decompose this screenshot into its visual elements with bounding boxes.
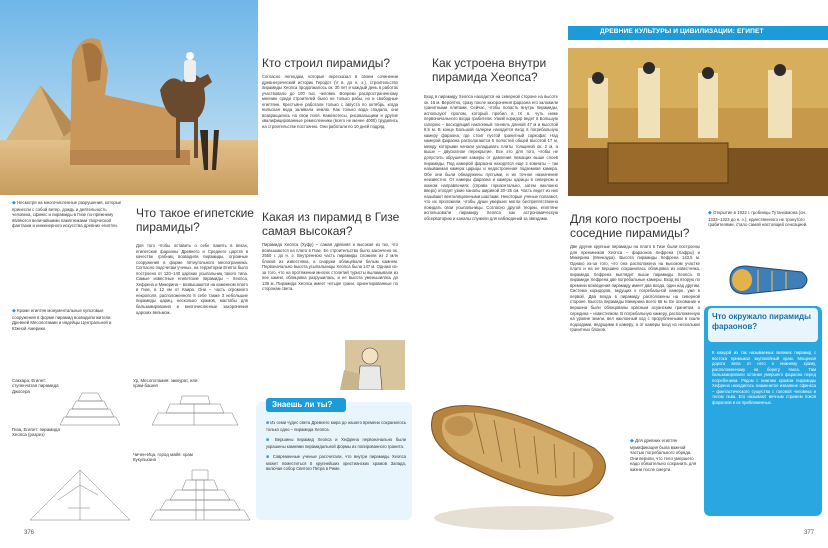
- surround-body: К каждой из так называемых великих пирамид с востока примыкал заупокойный храм. Мощеная дорога вела от него к нижнему храму, расположенному на берегу Нила. Там бальзамировали останки умершего фараона перед погребением. Рядом с нижним храмом пирамиды Хефрена находилось знаменитое изваяние сфинкса – фантастического существа с головой человека и телом льва. Его называют вечным стражем покоя фараонов и их приближенных.: [712, 350, 816, 405]
- label-ur: Ур, Месопотамия: зиккурат, или храм-башня: [133, 378, 198, 389]
- did-you-know-list: [266, 420, 406, 472]
- pointer-icon: ◆: [708, 210, 712, 216]
- pointer-icon: ◆: [12, 200, 16, 206]
- sarcophagus-illustration: [722, 258, 818, 302]
- mummy-illustration: [414, 368, 624, 544]
- section-title-giza: Какая из пирамид в Гизе самая высокая?: [262, 210, 400, 238]
- caption-ziggurats: ◆ Кроме египтян монументальные культовые сооружения в форме пирамид возводили жители Древней Месопотамии и индейцы Центральной и Южной Америки.: [12, 308, 112, 331]
- section-body-who: Согласно легендам, которые пересказал в своем сочинении древнегреческий историк Геродот (V в. до н. э.), строительство пирамиды Хеопса продолжалось ок. 30 лет и каждый день в работах участвовало до 100 тыс. человек. Вопреки распространенному мнению среди строителей было не только рабы, но и свободные египтяне. Крестьяне работали только с августа по октябрь, когда нильская вода заливала землю. Как только вода спадала, они возвращались на свои поля. Каменотесы, рисовальщики и другие квалифицированные ремесленники (всего не менее 4000) трудились на строительстве постоянно. Они работали по 10 дней подряд.: [262, 74, 398, 129]
- section-body-giza: Пирамида Хеопса (Хуфу) – самая древняя и высокая из тех, что возвышаются на плато в Гизе. Ее строительство было закончено ок. 2550 г. до н. э. Внутреннюю часть пирамиды сложили из 2 млн блоков из известняка, а снаружи облицевали белым камнем. Первоначально высота усыпальницы Хеопса была 147 м. Однако из-за того, что на протяжении многих столетий туристы выламывали из нее камни, облицовка разрушилась, и ее высота уменьшилась до 139 м. Пирамида Хеопса имеет четыре грани, ориентированные по сторонам света.: [262, 242, 398, 292]
- label-giza: Гиза, Египет: пирамида Хеопса (разрез): [12, 427, 60, 438]
- fact-item: ■ Современные ученые рассчитали, что внутри пирамиды Хеопса может поместиться 5 крупнейших христианских храмов Запада, включая собор Святого Петра в Риме.: [266, 454, 406, 472]
- section-body-what: Для того чтобы оставить о себе память в веках, египетские фараоны Древнего и Среднего царств в качестве гробниц возводили пирамиды, огромные сооружения в форме пятиугольного многогранника. Согласно подсчетам ученых, на территории Египта было построено от 120–140 царских усыпальниц такого типа. Самые известные египетские пирамиды – Хеопса, Хефрена и Микерина – возвышаются на каменном плато в Гизе, в 12 км от Каира. Они – часть огромного некрополя, расположенного в себе также 3 небольшие пирамиды цариц, несколько храмов, мастабы для бальзамирования и многочисленные захоронения царских вельмож.: [136, 243, 248, 315]
- section-title-who: Кто строил пирамиды?: [262, 56, 391, 70]
- label-saqqara: Саккара, Египет: ступенчатая пирамида Джосера: [12, 378, 59, 394]
- surround-title: Что окружало пирамиды фараонов?: [712, 312, 811, 331]
- section-title-what: Что такое египетские пирамиды?: [136, 206, 254, 234]
- caption-sphinx: ◆ Несмотря на многочисленные разрушения, которые принесли с собой ветер, дождь и деятельность человека, сфинкс и пирамиды в Гизе по-прежнему являются величайшими памятниками творческой фантазии и инженерного искусства древних египтян.: [12, 200, 122, 229]
- section-title-for: Для кого построены соседние пирамиды?: [570, 212, 690, 240]
- tomb-photo: [568, 48, 828, 196]
- hieroglyph-illustration: [330, 330, 410, 390]
- fact-item: ■ Вершины пирамид Хеопса и Хефрена первоначально были украшены камнями пирамидальной формы из полированного гранита.: [266, 437, 406, 449]
- pyramid-diagrams: [0, 380, 258, 530]
- page-number-right: 377: [803, 530, 814, 536]
- header-title: ДРЕВНИЕ КУЛЬТУРЫ И ЦИВИЛИЗАЦИИ: ЕГИПЕТ: [600, 28, 764, 35]
- page-number-left: 376: [24, 530, 35, 536]
- caption-tomb: ◆ Открытие в 1922 г. гробницы Тутанхамона (он. 1333–1323 до н. э.), единственного не тронутого грабителями, стало самой настоящей сенсацией.: [708, 210, 808, 228]
- did-you-know-title: Знаешь ли ты?: [272, 400, 333, 409]
- label-chichen: Чичен-Ица, город майя: храм Кукулькана: [133, 452, 193, 463]
- sphinx-photo: [0, 0, 258, 195]
- caption-mummy: ◆ Для древних египтян мумификация была важной частью погребального обряда. Они верили, что тело умершего надо обязательно сохранить для жизни после смерти.: [630, 438, 697, 472]
- pointer-icon: ◆: [12, 308, 16, 314]
- section-body-for: Две другие крупные пирамиды на плато в Гизе были построены для преемников Хеопса – фараонов Хефрена (Хафры) и Микерина (Менкаура). Высота пирамиды Хефрена 143,5 м. Однако из-за того, что она расположена на высоком участке плато и на ее вершине сохранилась облицовка из известняка, пирамида Хефрена выглядит выше пирамиды Хеопса. В пирамиде Хефрена две погребальные камеры. Вход во вторую по времени возведения пирамиду имеет два входа, один над другим. Система коридоров, ведущих к погребальной камере, уже в первой. Два входа в пирамиду расположены на северной стороне. Высота пирамиды Микерина всего 66 м. Ее основание и вершина были облицованы красным асуанским гранитом, а середина – известняком. В погребальную камеру, расположенную на уровне земли, вел наклонный ход с прорубленными в скале подходами, ведущими в камеру, а от камеры вход из нескольких гранитных блоков.: [570, 244, 700, 333]
- section-body-inside: Вход в пирамиду Хеопса находится на северной стороне на высоте ок. 16 м. Вероятно, сразу после захоронения фараона его заложили гранитными плитами. Сейчас, чтобы попасть внутрь пирамиды, используют пролом, который пробил в IX в. чуть ниже первоначального входа грабители. Узкий коридор ведет в Большую галерею – восходящий наклонный тоннель длиной 47 м и высотой 8,5 м. В конце Большой галереи находится вход в погребальную камеру фараона, где стоит пустой гранитный саркофаг. Над камерой фараона располагаются 5 полостей общей высотой 17 м, между которыми начали укладывать плиты толщиной ок. 2 м, а выше – двускатное перекрытие. Все это для того, чтобы не допустить обрушения камеры от давления лежащих выше слоев пирамиды. Под камерой фараона находятся еще 2 комнаты – так называемая камера царицы и недостроенная подземная камера. Обе они были обнаружены пустыми, и их точное назначение неизвестно. От камеры фараона и камеры царицы в северном и южном направлениях (справа горизонтально, затем наклонно вверх) отходят узкие каналы шириной 20–25 см. Часть ведет из них называют вентиляционными шахтами. Некоторые ученые полагают, что их проложили, чтобы души умерших могли беспрепятственно покидать свои усыпальницы. Согласно другой теории, египтяне использовали пирамиду Хеопса как астрономическую обсерваторию и каналы служили для наблюдений за звездами.: [424, 94, 558, 222]
- section-title-inside: Как устроена внутри пирамида Хеопса?: [432, 56, 547, 84]
- fact-item: ■ Из семи чудес света Древнего мира до нашего времени сохранилось только одно – пирамида Хеопса.: [266, 420, 406, 432]
- pointer-icon: ◆: [630, 438, 634, 444]
